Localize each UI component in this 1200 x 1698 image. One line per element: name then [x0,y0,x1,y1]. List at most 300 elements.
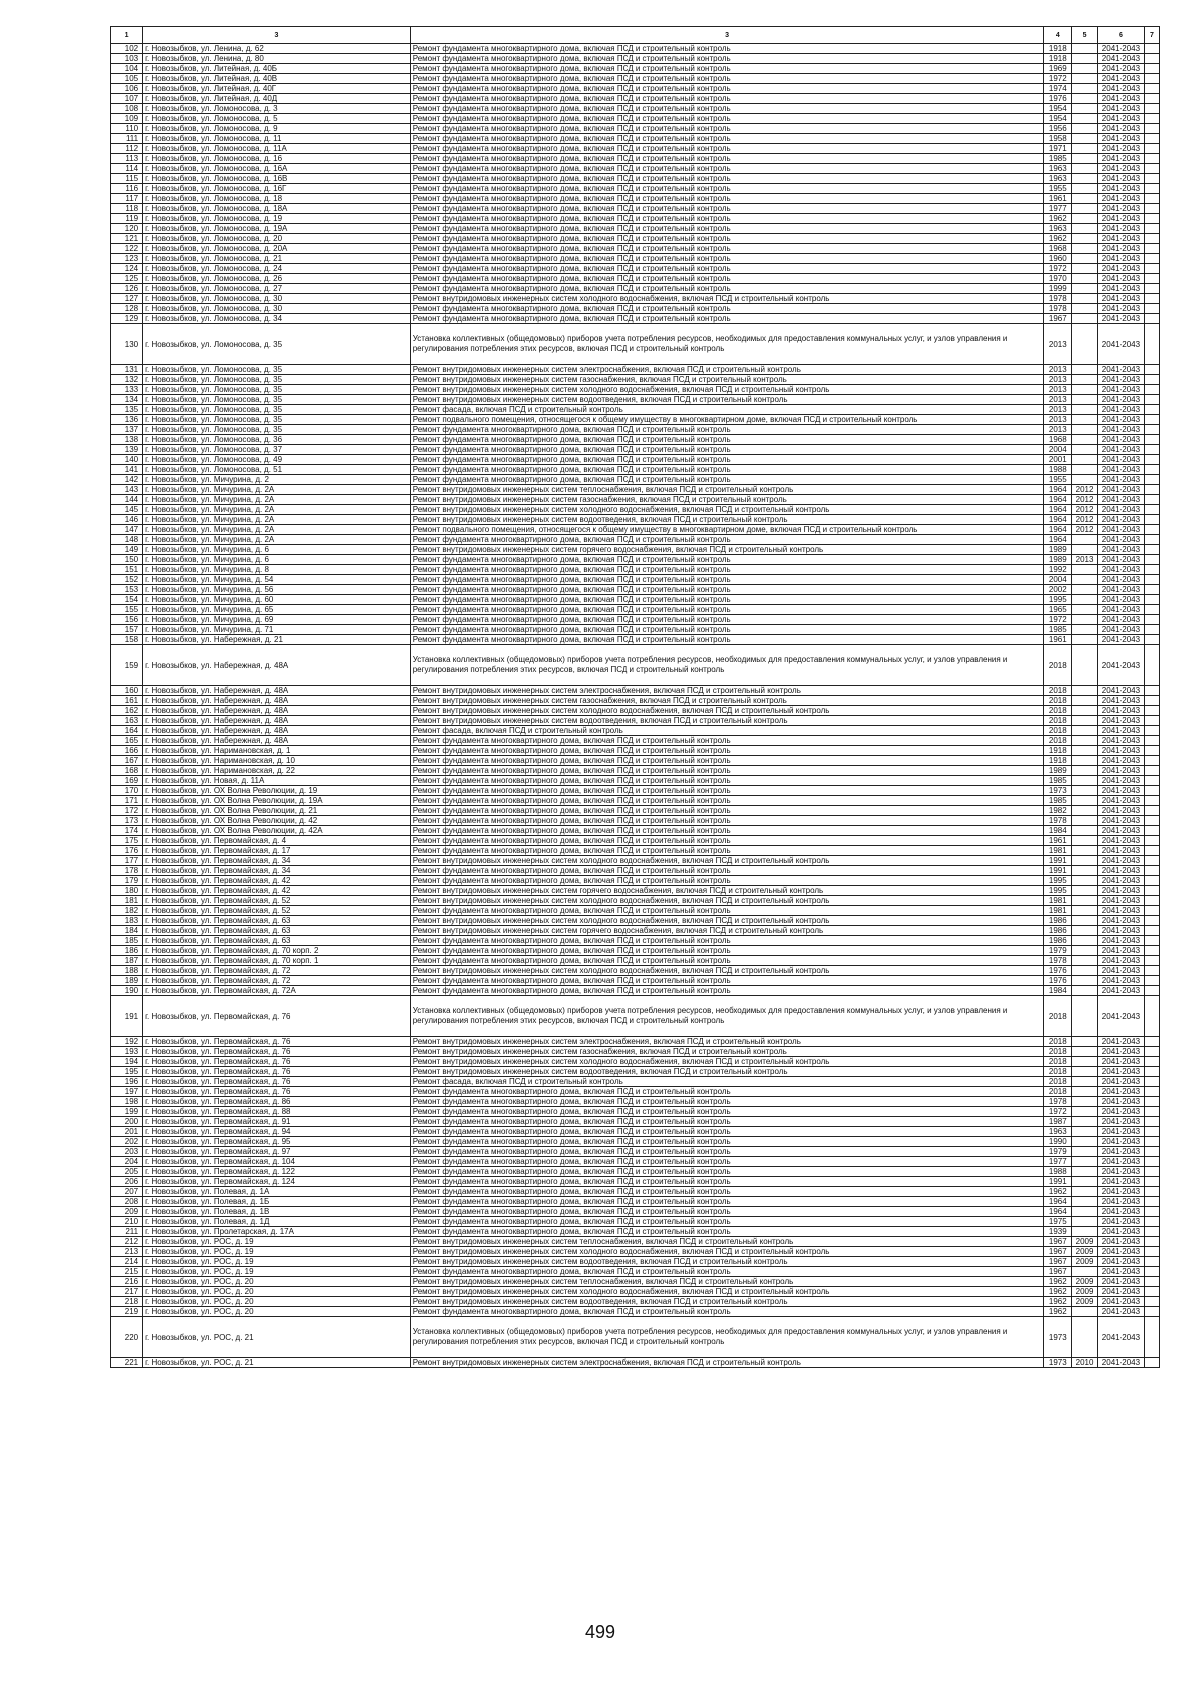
table-row [111,776,1160,786]
table-row [111,756,1160,766]
row-number-cell: 215 [111,1267,143,1277]
planned-period-cell: 2041-2043 [1097,435,1144,445]
address-cell: г. Новозыбков, ул. Мичурина, д. 2А [143,535,411,545]
address-cell: г. Новозыбков, ул. Ломоносова, д. 18 [143,194,411,204]
last-repair-year-cell [1072,1047,1098,1057]
planned-period-cell: 2041-2043 [1097,896,1144,906]
planned-period-cell: 2041-2043 [1097,114,1144,124]
address-cell: г. Новозыбков, ул. Ломоносова, д. 30 [143,294,411,304]
note-cell [1144,1317,1159,1358]
address-cell: г. Новозыбков, ул. Ломоносова, д. 35 [143,375,411,385]
planned-period-cell: 2041-2043 [1097,1247,1144,1257]
address-cell: г. Новозыбков, ул. Первомайская, д. 72 [143,966,411,976]
header-col-3: 3 [410,27,1044,44]
last-repair-year-cell [1072,846,1098,856]
table-row [111,365,1160,375]
note-cell [1144,425,1159,435]
row-number-cell: 121 [111,234,143,244]
planned-period-cell: 2041-2043 [1097,1137,1144,1147]
address-cell: г. Новозыбков, ул. ОХ Волна Революции, д. 19А [143,796,411,806]
note-cell [1144,1358,1159,1368]
commission-year-cell: 1964 [1044,1207,1072,1217]
planned-period-cell: 2041-2043 [1097,234,1144,244]
commission-year-cell: 1991 [1044,866,1072,876]
work-type-cell: Ремонт фундамента многоквартирного дома, включая ПСД и строительный контроль [410,1147,1044,1157]
planned-period-cell: 2041-2043 [1097,405,1144,415]
table-row [111,746,1160,756]
row-number-cell: 164 [111,726,143,736]
commission-year-cell: 1964 [1044,515,1072,525]
note-cell [1144,114,1159,124]
planned-period-cell: 2041-2043 [1097,194,1144,204]
row-number-cell: 117 [111,194,143,204]
commission-year-cell: 1971 [1044,144,1072,154]
note-cell [1144,1187,1159,1197]
row-number-cell: 183 [111,916,143,926]
note-cell [1144,1207,1159,1217]
commission-year-cell: 1986 [1044,916,1072,926]
address-cell: г. Новозыбков, ул. Новая, д. 11А [143,776,411,786]
last-repair-year-cell [1072,1187,1098,1197]
row-number-cell: 104 [111,64,143,74]
last-repair-year-cell [1072,234,1098,244]
last-repair-year-cell [1072,836,1098,846]
commission-year-cell: 1976 [1044,966,1072,976]
row-number-cell: 108 [111,104,143,114]
note-cell [1144,645,1159,686]
commission-year-cell: 1963 [1044,224,1072,234]
table-row [111,1217,1160,1227]
table-row [111,465,1160,475]
commission-year-cell: 1918 [1044,756,1072,766]
table-row [111,525,1160,535]
address-cell: г. Новозыбков, ул. Первомайская, д. 76 [143,1057,411,1067]
note-cell [1144,1117,1159,1127]
commission-year-cell: 1978 [1044,294,1072,304]
last-repair-year-cell [1072,716,1098,726]
planned-period-cell: 2041-2043 [1097,726,1144,736]
work-type-cell: Ремонт внутридомовых инженерных систем холодного водоснабжения, включая ПСД и строительный контроль [410,294,1044,304]
last-repair-year-cell [1072,214,1098,224]
table-row [111,736,1160,746]
note-cell [1144,956,1159,966]
planned-period-cell: 2041-2043 [1097,706,1144,716]
commission-year-cell: 2013 [1044,365,1072,375]
row-number-cell: 114 [111,164,143,174]
planned-period-cell: 2041-2043 [1097,254,1144,264]
row-number-cell: 162 [111,706,143,716]
work-type-cell: Ремонт фундамента многоквартирного дома, включая ПСД и строительный контроль [410,1267,1044,1277]
address-cell: г. Новозыбков, ул. Первомайская, д. 34 [143,866,411,876]
address-cell: г. Новозыбков, ул. Первомайская, д. 42 [143,876,411,886]
commission-year-cell: 1972 [1044,74,1072,84]
work-type-cell: Ремонт фундамента многоквартирного дома, включая ПСД и строительный контроль [410,806,1044,816]
commission-year-cell: 2013 [1044,395,1072,405]
work-type-cell: Ремонт фундамента многоквартирного дома, включая ПСД и строительный контроль [410,1157,1044,1167]
address-cell: г. Новозыбков, ул. Набережная, д. 48А [143,696,411,706]
planned-period-cell: 2041-2043 [1097,174,1144,184]
address-cell: г. Новозыбков, ул. Литейная, д. 40В [143,74,411,84]
commission-year-cell: 1969 [1044,64,1072,74]
last-repair-year-cell [1072,1267,1098,1277]
note-cell [1144,1057,1159,1067]
table-row [111,254,1160,264]
commission-year-cell: 1989 [1044,545,1072,555]
address-cell: г. Новозыбков, ул. Ломоносова, д. 20А [143,244,411,254]
work-type-cell: Ремонт фасада, включая ПСД и строительный контроль [410,405,1044,415]
planned-period-cell: 2041-2043 [1097,535,1144,545]
work-type-cell: Ремонт фундамента многоквартирного дома, включая ПСД и строительный контроль [410,796,1044,806]
address-cell: г. Новозыбков, ул. Ломоносова, д. 34 [143,314,411,324]
work-type-cell: Ремонт внутридомовых инженерных систем водоотведения, включая ПСД и строительный контроль [410,395,1044,405]
work-type-cell: Ремонт фундамента многоквартирного дома, включая ПСД и строительный контроль [410,746,1044,756]
commission-year-cell: 2013 [1044,415,1072,425]
planned-period-cell: 2041-2043 [1097,365,1144,375]
planned-period-cell: 2041-2043 [1097,134,1144,144]
row-number-cell: 157 [111,625,143,635]
commission-year-cell: 1962 [1044,1187,1072,1197]
row-number-cell: 102 [111,44,143,54]
address-cell: г. Новозыбков, ул. Первомайская, д. 88 [143,1107,411,1117]
work-type-cell: Ремонт фундамента многоквартирного дома, включая ПСД и строительный контроль [410,144,1044,154]
table-row [111,194,1160,204]
last-repair-year-cell [1072,1317,1098,1358]
last-repair-year-cell [1072,445,1098,455]
note-cell [1144,284,1159,294]
planned-period-cell: 2041-2043 [1097,796,1144,806]
note-cell [1144,1217,1159,1227]
last-repair-year-cell [1072,946,1098,956]
address-cell: г. Новозыбков, ул. Мичурина, д. 2А [143,495,411,505]
note-cell [1144,876,1159,886]
last-repair-year-cell: 2009 [1072,1257,1098,1267]
table-row [111,174,1160,184]
work-type-cell: Ремонт фундамента многоквартирного дома, включая ПСД и строительный контроль [410,956,1044,966]
note-cell [1144,1237,1159,1247]
address-cell: г. Новозыбков, ул. Первомайская, д. 76 [143,996,411,1037]
note-cell [1144,1287,1159,1297]
table-row [111,946,1160,956]
planned-period-cell: 2041-2043 [1097,545,1144,555]
commission-year-cell: 1988 [1044,465,1072,475]
address-cell: г. Новозыбков, ул. Наримановская, д. 10 [143,756,411,766]
work-type-cell: Установка коллективных (общедомовых) приборов учета потребления ресурсов, необходимых для предоставления коммунальных услуг, и узлов управления и регулирования потребления этих ресурсов, включая ПСД и строительный контроль [410,996,1044,1037]
note-cell [1144,204,1159,214]
table-row [111,455,1160,465]
row-number-cell: 192 [111,1037,143,1047]
work-type-cell: Ремонт фундамента многоквартирного дома, включая ПСД и строительный контроль [410,816,1044,826]
commission-year-cell: 1985 [1044,625,1072,635]
commission-year-cell: 2018 [1044,736,1072,746]
planned-period-cell: 2041-2043 [1097,264,1144,274]
table-row [111,114,1160,124]
table-row [111,134,1160,144]
commission-year-cell: 1968 [1044,435,1072,445]
note-cell [1144,465,1159,475]
planned-period-cell: 2041-2043 [1097,1077,1144,1087]
note-cell [1144,324,1159,365]
last-repair-year-cell [1072,886,1098,896]
planned-period-cell: 2041-2043 [1097,736,1144,746]
address-cell: г. Новозыбков, ул. Мичурина, д. 54 [143,575,411,585]
planned-period-cell: 2041-2043 [1097,776,1144,786]
work-type-cell: Ремонт внутридомовых инженерных систем электроснабжения, включая ПСД и строительный контроль [410,1037,1044,1047]
last-repair-year-cell: 2009 [1072,1247,1098,1257]
last-repair-year-cell [1072,776,1098,786]
work-type-cell: Ремонт фундамента многоквартирного дома, включая ПСД и строительный контроль [410,174,1044,184]
commission-year-cell: 2013 [1044,324,1072,365]
commission-year-cell: 1962 [1044,1307,1072,1317]
planned-period-cell: 2041-2043 [1097,555,1144,565]
commission-year-cell: 1964 [1044,535,1072,545]
note-cell [1144,565,1159,575]
address-cell: г. Новозыбков, ул. Первомайская, д. 76 [143,1077,411,1087]
row-number-cell: 150 [111,555,143,565]
table-row [111,54,1160,64]
address-cell: г. Новозыбков, ул. Первомайская, д. 72А [143,986,411,996]
planned-period-cell: 2041-2043 [1097,1117,1144,1127]
work-type-cell: Установка коллективных (общедомовых) приборов учета потребления ресурсов, необходимых для предоставления коммунальных услуг, и узлов управления и регулирования потребления этих ресурсов, включая ПСД и строительный контроль [410,324,1044,365]
table-row [111,1257,1160,1267]
last-repair-year-cell [1072,1117,1098,1127]
last-repair-year-cell [1072,686,1098,696]
address-cell: г. Новозыбков, ул. Набережная, д. 21 [143,635,411,645]
commission-year-cell: 1982 [1044,806,1072,816]
commission-year-cell: 1989 [1044,555,1072,565]
planned-period-cell: 2041-2043 [1097,385,1144,395]
last-repair-year-cell: 2012 [1072,515,1098,525]
table-row [111,686,1160,696]
row-number-cell: 165 [111,736,143,746]
planned-period-cell: 2041-2043 [1097,585,1144,595]
note-cell [1144,174,1159,184]
row-number-cell: 115 [111,174,143,184]
work-type-cell: Ремонт фундамента многоквартирного дома, включая ПСД и строительный контроль [410,946,1044,956]
note-cell [1144,1077,1159,1087]
row-number-cell: 111 [111,134,143,144]
row-number-cell: 207 [111,1187,143,1197]
work-type-cell: Ремонт фундамента многоквартирного дома, включая ПСД и строительный контроль [410,465,1044,475]
row-number-cell: 204 [111,1157,143,1167]
commission-year-cell: 1967 [1044,1237,1072,1247]
row-number-cell: 144 [111,495,143,505]
work-type-cell: Ремонт внутридомовых инженерных систем холодного водоснабжения, включая ПСД и строительный контроль [410,856,1044,866]
work-type-cell: Ремонт фундамента многоквартирного дома, включая ПСД и строительный контроль [410,214,1044,224]
work-type-cell: Ремонт фундамента многоквартирного дома, включая ПСД и строительный контроль [410,104,1044,114]
address-cell: г. Новозыбков, ул. Ломоносова, д. 19А [143,224,411,234]
work-type-cell: Ремонт фундамента многоквартирного дома, включая ПСД и строительный контроль [410,936,1044,946]
table-row [111,1307,1160,1317]
note-cell [1144,375,1159,385]
work-type-cell: Ремонт внутридомовых инженерных систем холодного водоснабжения, включая ПСД и строительный контроль [410,916,1044,926]
commission-year-cell: 1999 [1044,284,1072,294]
address-cell: г. Новозыбков, ул. Первомайская, д. 86 [143,1097,411,1107]
address-cell: г. Новозыбков, ул. Ломоносова, д. 35 [143,415,411,425]
table-row [111,1037,1160,1047]
note-cell [1144,1037,1159,1047]
table-row [111,475,1160,485]
address-cell: г. Новозыбков, ул. Набережная, д. 48А [143,726,411,736]
table-row [111,324,1160,365]
address-cell: г. Новозыбков, ул. Первомайская, д. 124 [143,1177,411,1187]
planned-period-cell: 2041-2043 [1097,1207,1144,1217]
commission-year-cell: 2004 [1044,445,1072,455]
table-row [111,976,1160,986]
last-repair-year-cell [1072,1087,1098,1097]
table-row [111,716,1160,726]
row-number-cell: 146 [111,515,143,525]
commission-year-cell: 1964 [1044,495,1072,505]
note-cell [1144,1197,1159,1207]
work-type-cell: Ремонт внутридомовых инженерных систем холодного водоснабжения, включая ПСД и строительный контроль [410,1247,1044,1257]
commission-year-cell: 1978 [1044,304,1072,314]
note-cell [1144,1127,1159,1137]
work-type-cell: Ремонт фундамента многоквартирного дома, включая ПСД и строительный контроль [410,184,1044,194]
last-repair-year-cell [1072,164,1098,174]
table-row [111,796,1160,806]
commission-year-cell: 1988 [1044,1167,1072,1177]
note-cell [1144,104,1159,114]
planned-period-cell: 2041-2043 [1097,956,1144,966]
planned-period-cell: 2041-2043 [1097,84,1144,94]
row-number-cell: 182 [111,906,143,916]
last-repair-year-cell [1072,204,1098,214]
note-cell [1144,635,1159,645]
last-repair-year-cell [1072,1217,1098,1227]
address-cell: г. Новозыбков, ул. Мичурина, д. 8 [143,565,411,575]
row-number-cell: 151 [111,565,143,575]
note-cell [1144,455,1159,465]
address-cell: г. Новозыбков, ул. РОС, д. 20 [143,1297,411,1307]
planned-period-cell: 2041-2043 [1097,214,1144,224]
planned-period-cell: 2041-2043 [1097,395,1144,405]
address-cell: г. Новозыбков, ул. ОХ Волна Революции, д. 19 [143,786,411,796]
row-number-cell: 178 [111,866,143,876]
commission-year-cell: 1978 [1044,956,1072,966]
row-number-cell: 149 [111,545,143,555]
work-type-cell: Ремонт фасада, включая ПСД и строительный контроль [410,1077,1044,1087]
table-row [111,204,1160,214]
table-row [111,565,1160,575]
last-repair-year-cell [1072,866,1098,876]
work-type-cell: Ремонт фундамента многоквартирного дома, включая ПСД и строительный контроль [410,204,1044,214]
note-cell [1144,1257,1159,1267]
work-type-cell: Ремонт внутридомовых инженерных систем газоснабжения, включая ПСД и строительный контроль [410,1047,1044,1057]
address-cell: г. Новозыбков, ул. РОС, д. 20 [143,1287,411,1297]
table-row [111,1087,1160,1097]
work-type-cell: Ремонт фасада, включая ПСД и строительный контроль [410,726,1044,736]
table-row [111,1047,1160,1057]
table-row [111,836,1160,846]
row-number-cell: 107 [111,94,143,104]
note-cell [1144,294,1159,304]
row-number-cell: 187 [111,956,143,966]
work-type-cell: Ремонт фундамента многоквартирного дома, включая ПСД и строительный контроль [410,124,1044,134]
note-cell [1144,736,1159,746]
commission-year-cell: 1989 [1044,766,1072,776]
last-repair-year-cell [1072,435,1098,445]
planned-period-cell: 2041-2043 [1097,1187,1144,1197]
work-type-cell: Ремонт фундамента многоквартирного дома, включая ПСД и строительный контроль [410,736,1044,746]
header-col-4: 4 [1044,27,1072,44]
table-row [111,696,1160,706]
last-repair-year-cell [1072,54,1098,64]
address-cell: г. Новозыбков, ул. РОС, д. 19 [143,1247,411,1257]
commission-year-cell: 2013 [1044,425,1072,435]
planned-period-cell: 2041-2043 [1097,836,1144,846]
note-cell [1144,365,1159,375]
planned-period-cell: 2041-2043 [1097,1127,1144,1137]
work-type-cell: Ремонт фундамента многоквартирного дома, включая ПСД и строительный контроль [410,766,1044,776]
last-repair-year-cell [1072,1207,1098,1217]
address-cell: г. Новозыбков, ул. Мичурина, д. 2А [143,505,411,515]
row-number-cell: 188 [111,966,143,976]
work-type-cell: Установка коллективных (общедомовых) приборов учета потребления ресурсов, необходимых для предоставления коммунальных услуг, и узлов управления и регулирования потребления этих ресурсов, включая ПСД и строительный контроль [410,1317,1044,1358]
note-cell [1144,846,1159,856]
address-cell: г. Новозыбков, ул. Первомайская, д. 122 [143,1167,411,1177]
work-type-cell: Ремонт фундамента многоквартирного дома, включая ПСД и строительный контроль [410,1107,1044,1117]
address-cell: г. Новозыбков, ул. Первомайская, д. 42 [143,886,411,896]
table-row [111,1137,1160,1147]
address-cell: г. Новозыбков, ул. Первомайская, д. 95 [143,1137,411,1147]
address-cell: г. Новозыбков, ул. Первомайская, д. 17 [143,846,411,856]
last-repair-year-cell [1072,1057,1098,1067]
row-number-cell: 163 [111,716,143,726]
table-row [111,866,1160,876]
last-repair-year-cell [1072,906,1098,916]
address-cell: г. Новозыбков, ул. Полевая, д. 1Б [143,1197,411,1207]
address-cell: г. Новозыбков, ул. РОС, д. 20 [143,1277,411,1287]
note-cell [1144,164,1159,174]
commission-year-cell: 1955 [1044,184,1072,194]
table-row [111,615,1160,625]
note-cell [1144,896,1159,906]
row-number-cell: 166 [111,746,143,756]
planned-period-cell: 2041-2043 [1097,1217,1144,1227]
row-number-cell: 201 [111,1127,143,1137]
address-cell: г. Новозыбков, ул. Ломоносова, д. 5 [143,114,411,124]
work-type-cell: Ремонт фундамента многоквартирного дома, включая ПСД и строительный контроль [410,1167,1044,1177]
row-number-cell: 138 [111,435,143,445]
planned-period-cell: 2041-2043 [1097,1297,1144,1307]
last-repair-year-cell [1072,635,1098,645]
commission-year-cell: 2013 [1044,375,1072,385]
last-repair-year-cell [1072,254,1098,264]
planned-period-cell: 2041-2043 [1097,465,1144,475]
work-type-cell: Ремонт фундамента многоквартирного дома, включая ПСД и строительный контроль [410,866,1044,876]
address-cell: г. Новозыбков, ул. ОХ Волна Революции, д. 42А [143,826,411,836]
note-cell [1144,1247,1159,1257]
address-cell: г. Новозыбков, ул. Ломоносова, д. 16В [143,174,411,184]
work-type-cell: Ремонт внутридомовых инженерных систем электроснабжения, включая ПСД и строительный контроль [410,1358,1044,1368]
planned-period-cell: 2041-2043 [1097,54,1144,64]
last-repair-year-cell: 2012 [1072,505,1098,515]
commission-year-cell: 2001 [1044,455,1072,465]
note-cell [1144,605,1159,615]
row-number-cell: 161 [111,696,143,706]
row-number-cell: 141 [111,465,143,475]
note-cell [1144,545,1159,555]
last-repair-year-cell [1072,1077,1098,1087]
last-repair-year-cell [1072,224,1098,234]
last-repair-year-cell [1072,916,1098,926]
row-number-cell: 169 [111,776,143,786]
planned-period-cell: 2041-2043 [1097,154,1144,164]
commission-year-cell: 1977 [1044,1157,1072,1167]
address-cell: г. Новозыбков, ул. Мичурина, д. 69 [143,615,411,625]
row-number-cell: 106 [111,84,143,94]
table-row [111,886,1160,896]
